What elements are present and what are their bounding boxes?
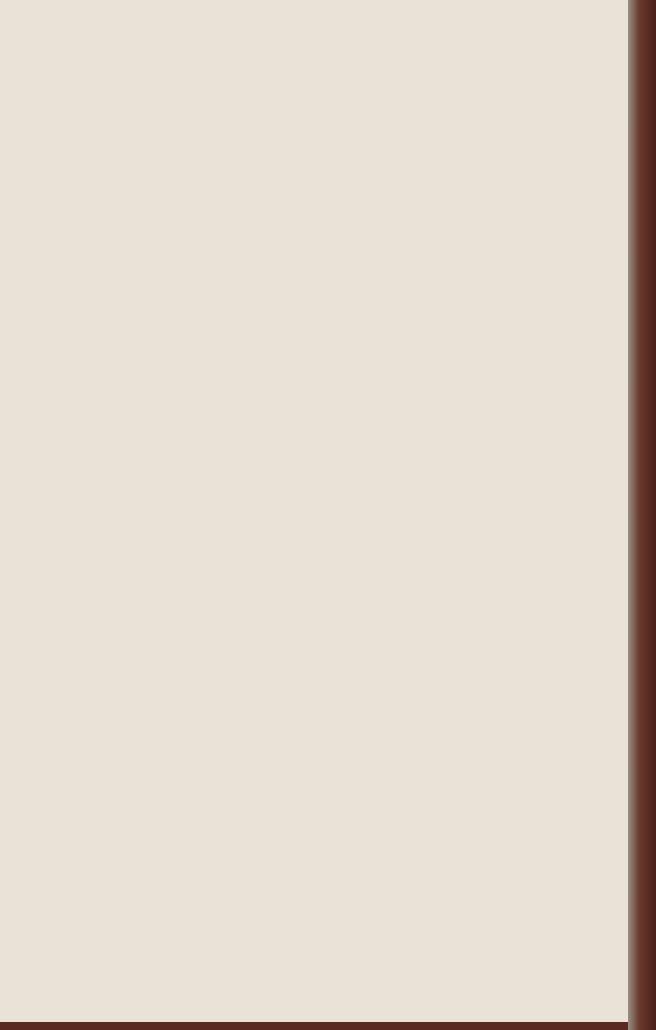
book-edge xyxy=(628,0,656,1030)
